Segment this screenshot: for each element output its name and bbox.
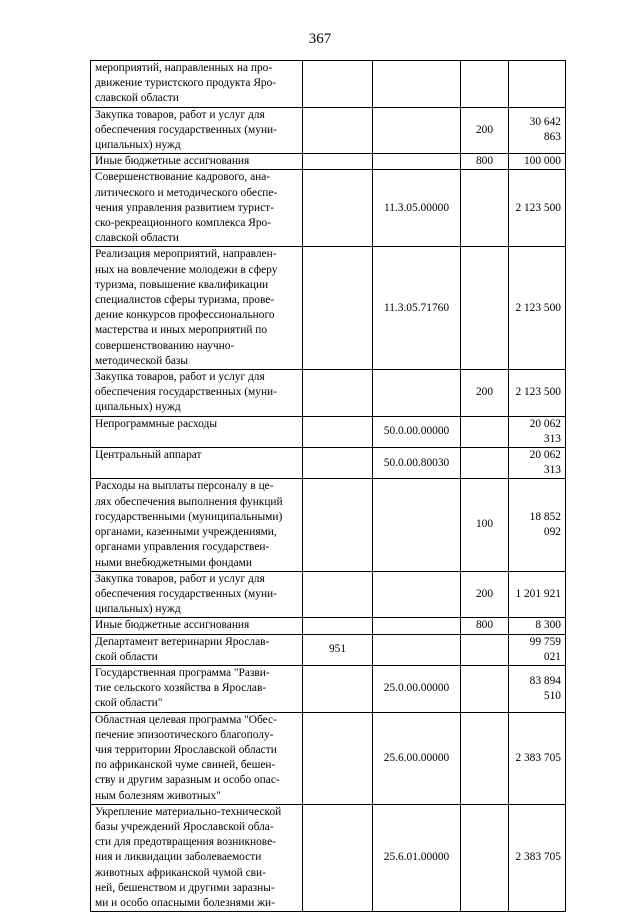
expense-name-line: Государственная программа "Разви- <box>95 666 270 679</box>
department-code-cell <box>303 247 373 370</box>
expense-type-cell <box>461 247 509 370</box>
department-code-cell <box>303 107 373 154</box>
department-code-cell <box>303 712 373 804</box>
expense-name-line: ми и особо опасными болезнями жи- <box>95 896 275 909</box>
expense-name-line: ния и ликвидации заболеваемости <box>95 851 262 864</box>
expense-name-line: лях обеспечения выполнения функций <box>95 495 283 508</box>
expense-type-cell: 200 <box>461 107 509 154</box>
table-row <box>91 479 566 571</box>
department-code-cell: 951 <box>303 634 373 665</box>
target-article-code-cell: 50.0.00.80030 <box>373 448 461 479</box>
expense-type-cell: 800 <box>461 154 509 170</box>
expense-name-line: совершенствованию научно- <box>95 339 235 352</box>
target-article-code-cell <box>373 618 461 634</box>
budget-table <box>90 60 566 912</box>
target-article-code-cell: 11.3.05.71760 <box>373 247 461 370</box>
expense-name-line: славской области <box>95 92 179 105</box>
target-article-code-cell <box>373 154 461 170</box>
amount-cell: 20 062 313 <box>509 416 566 447</box>
amount-cell <box>509 61 566 108</box>
amount-cell: 2 123 500 <box>509 247 566 370</box>
target-article-code-cell <box>373 571 461 618</box>
expense-name-line: Иные бюджетные ассигнования <box>95 155 250 168</box>
expense-name-cell <box>91 634 303 665</box>
department-code-cell <box>303 370 373 417</box>
table-row <box>91 804 566 911</box>
expense-name-cell <box>91 448 303 479</box>
expense-name-line: чения управления развитием турист- <box>95 201 274 214</box>
target-article-code-cell: 25.6.01.00000 <box>373 804 461 911</box>
expense-name-line: органами, казенными учреждениями, <box>95 526 277 539</box>
expense-name-cell <box>91 479 303 571</box>
expense-type-cell <box>461 804 509 911</box>
expense-name-line: тие сельского хозяйства в Ярослав- <box>95 682 267 695</box>
amount-cell: 8 300 <box>509 618 566 634</box>
table-row <box>91 634 566 665</box>
expense-name-line: Департамент ветеринарии Ярослав- <box>95 635 270 648</box>
department-code-cell <box>303 804 373 911</box>
target-article-code-cell: 25.0.00.00000 <box>373 665 461 712</box>
expense-name-line: обеспечения государственных (муни- <box>95 386 277 399</box>
table-row <box>91 571 566 618</box>
table-row <box>91 416 566 447</box>
expense-name-line: литического и методического обеспе- <box>95 186 278 199</box>
amount-cell: 30 642 863 <box>509 107 566 154</box>
table-row <box>91 61 566 108</box>
department-code-cell <box>303 61 373 108</box>
amount-cell: 2 123 500 <box>509 370 566 417</box>
amount-cell: 2 123 500 <box>509 170 566 247</box>
expense-name-cell <box>91 170 303 247</box>
page-number: 367 <box>308 31 332 47</box>
amount-cell: 2 383 705 <box>509 804 566 911</box>
expense-name-cell <box>91 61 303 108</box>
expense-name-line: ней, бешенством и другими заразны- <box>95 881 275 894</box>
target-article-code-cell <box>373 107 461 154</box>
expense-name-cell <box>91 665 303 712</box>
department-code-cell <box>303 479 373 571</box>
expense-name-line: Реализация мероприятий, направлен- <box>95 248 277 261</box>
expense-name-cell <box>91 107 303 154</box>
department-code-cell <box>303 571 373 618</box>
target-article-code-cell: 50.0.00.00000 <box>373 416 461 447</box>
table-row <box>91 665 566 712</box>
table-row <box>91 154 566 170</box>
department-code-cell <box>303 154 373 170</box>
target-article-code-cell: 11.3.05.00000 <box>373 170 461 247</box>
expense-name-line: ству и другим заразным и особо опас- <box>95 774 280 787</box>
target-article-code-cell <box>373 61 461 108</box>
expense-name-line: базы учреждений Ярославской обла- <box>95 820 274 833</box>
department-code-cell <box>303 665 373 712</box>
expense-name-line: ципальных) нужд <box>95 139 181 152</box>
expense-name-line: методической базы <box>95 354 189 367</box>
table-row <box>91 247 566 370</box>
expense-name-line: чия территории Ярославской области <box>95 743 277 756</box>
expense-name-line: обеспечения государственных (муни- <box>95 587 277 600</box>
expense-name-line: Расходы на выплаты персоналу в це- <box>95 480 274 493</box>
expense-name-line: Закупка товаров, работ и услуг для <box>95 371 265 384</box>
expense-name-line: ципальных) нужд <box>95 603 181 616</box>
table-row <box>91 712 566 804</box>
target-article-code-cell <box>373 370 461 417</box>
expense-type-cell <box>461 634 509 665</box>
table-row <box>91 107 566 154</box>
expense-name-cell <box>91 571 303 618</box>
amount-cell: 20 062 313 <box>509 448 566 479</box>
expense-name-line: Закупка товаров, работ и услуг для <box>95 108 265 121</box>
amount-cell: 1 201 921 <box>509 571 566 618</box>
expense-type-cell <box>461 170 509 247</box>
expense-name-line: Иные бюджетные ассигнования <box>95 619 250 632</box>
expense-name-cell <box>91 618 303 634</box>
expense-name-line: дение конкурсов профессионального <box>95 309 275 322</box>
table-row <box>91 618 566 634</box>
expense-name-line: славской области <box>95 232 179 245</box>
expense-type-cell: 200 <box>461 571 509 618</box>
department-code-cell <box>303 170 373 247</box>
expense-name-line: Непрограммные расходы <box>95 417 217 430</box>
expense-name-line: ской области <box>95 650 158 663</box>
expense-name-line: ных на вовлечение молодежи в сферу <box>95 263 278 276</box>
target-article-code-cell <box>373 479 461 571</box>
department-code-cell <box>303 448 373 479</box>
expense-name-line: государственными (муниципальными) <box>95 510 283 523</box>
expense-name-cell <box>91 370 303 417</box>
expense-type-cell <box>461 416 509 447</box>
expense-type-cell <box>461 712 509 804</box>
expense-type-cell: 100 <box>461 479 509 571</box>
expense-name-line: специалистов сферы туризма, прове- <box>95 294 275 307</box>
expense-name-line: Совершенствование кадрового, ана- <box>95 171 271 184</box>
expense-type-cell: 800 <box>461 618 509 634</box>
table-row <box>91 170 566 247</box>
expense-name-line: печение эпизоотического благополу- <box>95 728 274 741</box>
table-row <box>91 448 566 479</box>
department-code-cell <box>303 618 373 634</box>
expense-name-line: ской области" <box>95 697 163 710</box>
expense-name-line: ным болезням животных" <box>95 789 221 802</box>
expense-name-line: по африканской чуме свиней, бешен- <box>95 759 276 772</box>
amount-cell: 99 759 021 <box>509 634 566 665</box>
expense-name-line: движение туристского продукта Яро- <box>95 77 277 90</box>
expense-name-cell <box>91 712 303 804</box>
expense-name-cell <box>91 804 303 911</box>
expense-type-cell <box>461 61 509 108</box>
expense-name-line: органами управления государствен- <box>95 541 270 554</box>
expense-name-line: мероприятий, направленных на про- <box>95 62 273 74</box>
table-row <box>91 370 566 417</box>
expense-name-line: Областная целевая программа "Обес- <box>95 713 277 726</box>
expense-type-cell <box>461 448 509 479</box>
target-article-code-cell <box>373 634 461 665</box>
expense-name-line: Закупка товаров, работ и услуг для <box>95 572 265 585</box>
expense-name-line: обеспечения государственных (муни- <box>95 123 277 136</box>
budget-table-body <box>91 61 566 912</box>
expense-name-line: сти для предотвращения возникнове- <box>95 836 276 849</box>
expense-name-line: мастерства и иных мероприятий по <box>95 324 268 337</box>
target-article-code-cell: 25.6.00.00000 <box>373 712 461 804</box>
expense-type-cell <box>461 665 509 712</box>
expense-name-line: ско-рекреационного комплекса Яро- <box>95 217 272 230</box>
expense-type-cell: 200 <box>461 370 509 417</box>
amount-cell: 2 383 705 <box>509 712 566 804</box>
expense-name-line: животных африканской чумой сви- <box>95 866 266 879</box>
expense-name-cell <box>91 247 303 370</box>
expense-name-line: ными внебюджетными фондами <box>95 556 252 569</box>
expense-name-cell <box>91 154 303 170</box>
expense-name-line: туризма, повышение квалификации <box>95 278 269 291</box>
amount-cell: 100 000 <box>509 154 566 170</box>
amount-cell: 18 852 092 <box>509 479 566 571</box>
expense-name-line: ципальных) нужд <box>95 401 181 414</box>
expense-name-line: Укрепление материально-технической <box>95 805 282 818</box>
department-code-cell <box>303 416 373 447</box>
expense-name-line: Центральный аппарат <box>95 449 202 462</box>
amount-cell: 83 894 510 <box>509 665 566 712</box>
expense-name-cell <box>91 416 303 447</box>
